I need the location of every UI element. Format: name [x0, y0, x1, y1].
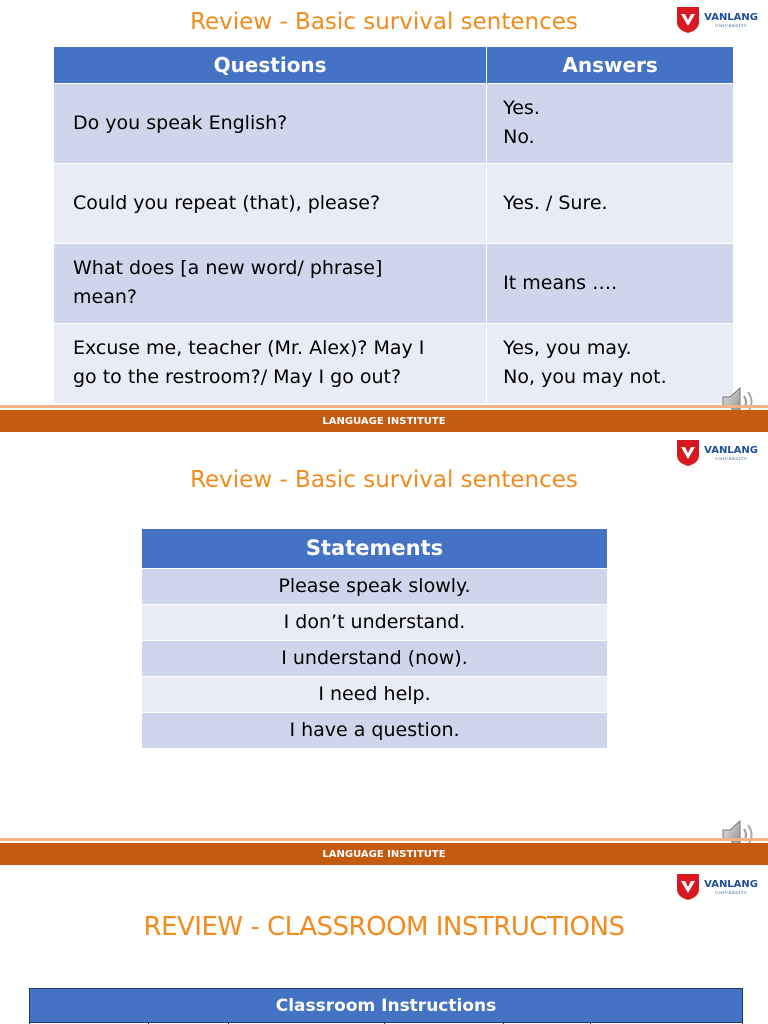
slide-3 — [0, 867, 768, 1024]
logo-sub: UNIVERSITY — [715, 455, 748, 461]
vanlang-logo — [676, 873, 758, 901]
header-statements: Statements — [142, 529, 607, 568]
question-cell: Do you speak English? — [54, 83, 487, 163]
logo-name: VANLANG — [704, 11, 758, 23]
slide-title: Review - Basic survival sentences — [190, 9, 578, 35]
footer-bar: LANGUAGE INSTITUTE — [0, 410, 768, 432]
vanlang-logo — [676, 6, 758, 34]
table-row — [142, 568, 607, 604]
table-row — [142, 640, 607, 676]
table-row — [54, 243, 734, 323]
vanlang-logo — [676, 439, 758, 467]
questions-answers-table — [54, 47, 734, 403]
statement-cell: I understand (now). — [142, 640, 607, 676]
question-cell: What does [a new word/ phrase] mean? — [54, 243, 487, 323]
answer-cell: Yes. No. — [487, 83, 734, 163]
shield-icon — [676, 6, 700, 34]
statement-cell: I need help. — [142, 676, 607, 712]
header-questions: Questions — [54, 47, 487, 83]
slide-title: REVIEW - CLASSROOM INSTRUCTIONS — [143, 912, 625, 942]
logo-name: VANLANG — [704, 878, 758, 890]
question-cell: Excuse me, teacher (Mr. Alex)? May I go to the restroom?/ May I go out? — [54, 323, 487, 403]
table-row — [54, 83, 734, 163]
slide-title: Review - Basic survival sentences — [190, 467, 578, 493]
statement-cell: Please speak slowly. — [142, 568, 607, 604]
question-cell: Could you repeat (that), please? — [54, 163, 487, 243]
classroom-instructions-table — [29, 988, 743, 1024]
shield-icon — [676, 873, 700, 901]
answer-cell: It means …. — [487, 243, 734, 323]
logo-name: VANLANG — [704, 444, 758, 456]
logo-sub: UNIVERSITY — [715, 22, 748, 28]
header-answers: Answers — [487, 47, 734, 83]
statement-cell: I don’t understand. — [142, 604, 607, 640]
table-row — [54, 163, 734, 243]
footer-divider — [0, 838, 768, 841]
answer-cell: Yes, you may. No, you may not. — [487, 323, 734, 403]
statement-cell: I have a question. — [142, 712, 607, 748]
footer-divider — [0, 405, 768, 408]
answer-cell: Yes. / Sure. — [487, 163, 734, 243]
table-row — [142, 604, 607, 640]
shield-icon — [676, 439, 700, 467]
header-classroom-instructions: Classroom Instructions — [30, 989, 743, 1023]
table-row — [142, 712, 607, 748]
slide-1 — [0, 0, 768, 432]
statements-table — [142, 529, 607, 748]
logo-sub: UNIVERSITY — [715, 889, 748, 895]
slide-2 — [0, 433, 768, 866]
footer-bar: LANGUAGE INSTITUTE — [0, 843, 768, 865]
table-row — [142, 676, 607, 712]
table-row — [54, 323, 734, 403]
